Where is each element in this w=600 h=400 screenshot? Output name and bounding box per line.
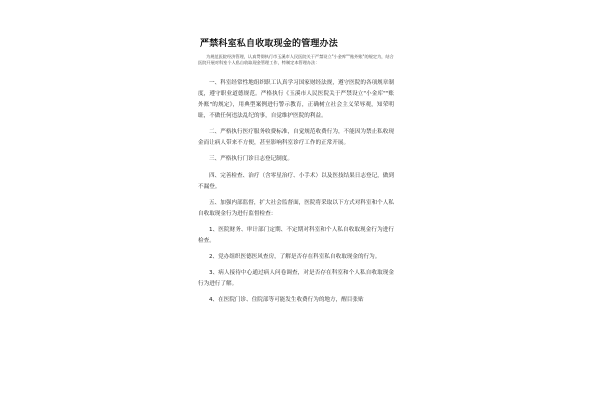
document-title: 严禁科室私自收取现金的管理办法: [200, 39, 339, 49]
document-body: [198, 36, 394, 311]
paragraph-8: 3、病人接待中心通过病人问卷调查，对是否存在科室和个人私自收取现金行为进行了解。: [198, 270, 394, 287]
paragraph-2: 二、严格执行医疗服务收费标准，自觉规范收费行为，不能因为禁止私收现金而让病人带来不方便，甚至影响科室诊疗工作的正常开展。: [198, 129, 394, 146]
paragraph-7: 2、党办组织医德医风查房，了解是否存在科室私自收取现金的行为。: [209, 254, 381, 260]
document-intro: 为规范医院经济管理，认真贯彻执行市玉溪市人民医院关于严禁设立"小金库""账外账"的规定为，结合医院开展对科室个人私自收取现金管理工作，特制定本管理办法：: [198, 54, 394, 65]
paragraph-9: 4、在医院门诊、住院部等可能发生收费行为的地方，醒目张贴: [209, 297, 364, 303]
paragraph-5: 五、加强内部监督，扩大社会监督面，医院将采取以下方式对科室和个人私自收取现金行为进行监督检查：: [198, 200, 394, 217]
paragraph-3: 三、严格执行门诊日志登记制度。: [209, 156, 293, 162]
paragraph-1: 一、科室经常性地组织职工认真学习国家财经法规，遵守医院的各项规章制度，遵守职业道德规范。严格执行《玉溪市人民医院关于严禁设立"小金库""账外账"的规定》，用典型案例进行警示教育，正确树立社会主义荣辱观，知荣明耻，不做任何违法乱纪的事，自觉维护医院的利益。: [198, 80, 394, 119]
paragraph-4: 四、完善检查、治疗（含零星治疗、小手术）以及医技结果日志登记，做到不漏登。: [198, 173, 394, 190]
paragraph-6: 1、医院财务、审计部门定期、不定期对科室和个人私自收取现金行为进行检查。: [198, 227, 394, 244]
